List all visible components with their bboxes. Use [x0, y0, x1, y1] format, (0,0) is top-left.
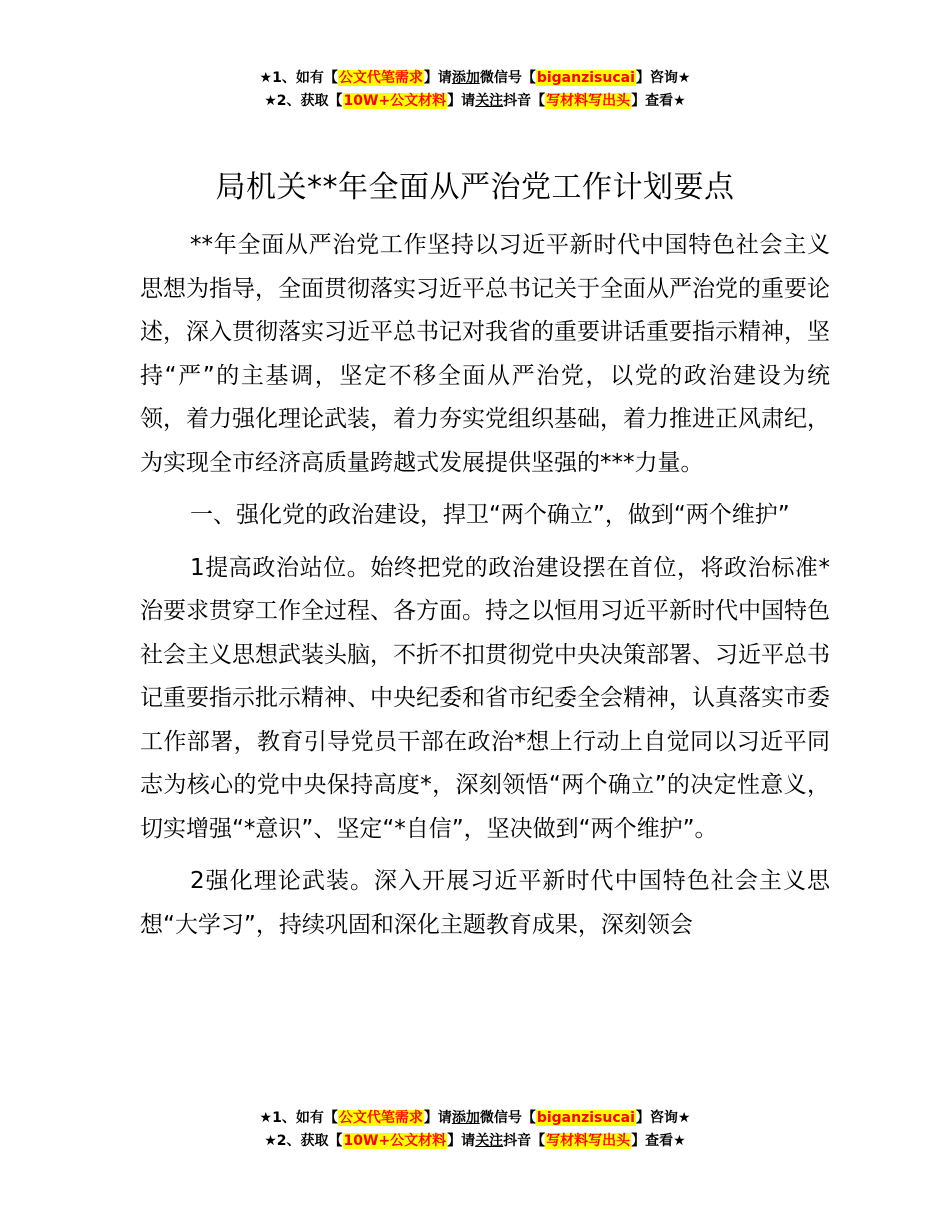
banner-emphasis: 关注: [475, 93, 504, 109]
footer-banner: [0, 1107, 950, 1153]
paragraph: **年全面从严治党工作坚持以习近平新时代中国特色社会主义思想为指导，全面贯彻落实习近平总书记关于全面从严治党的重要论述，深入贯彻落实习近平总书记对我省的重要讲话重要指示精神，坚持“严”的主基调，坚定不移全面从严治党，以党的政治建设为统领，着力强化理论武装，着力夯实党组织基础，着力推进正风肃纪，为实现全市经济高质量跨越式发展提供坚强的***力量。: [140, 232, 830, 476]
banner-highlight: biganzisucai: [536, 70, 635, 86]
paragraph: 1提高政治站位。始终把党的政治建设摆在首位，将政治标准*治要求贯穿工作全过程、各方面。持之以恒用习近平新时代中国特色社会主义思想武装头脑，不折不扣贯彻党中央决策部署、习近平总书记重要指示批示精神、中央纪委和省市纪委全会精神，认真落实市委工作部署，教育引导党员干部在政治*想上行动上自觉同以习近平同志为核心的党中央保持高度*，深刻领悟“两个确立”的决定性意义，切实增强“*意识”、坚定“*自信”，坚决做到“两个维护”。: [140, 554, 830, 842]
banner-text: 】查看★: [631, 93, 686, 109]
banner-text: 抖音【: [503, 1133, 546, 1149]
banner-highlight: 公文代笔需求: [338, 1110, 423, 1126]
banner-text: 】请: [423, 70, 452, 86]
banner-highlight: 10W+公文材料: [343, 93, 447, 109]
section-heading: 一、强化党的政治建设，捍卫“两个确立”，做到“两个维护”: [190, 502, 790, 528]
banner-text: ★2、获取【: [264, 93, 343, 109]
banner-text: 】请: [423, 1110, 452, 1126]
banner-highlight: 公文代笔需求: [338, 70, 423, 86]
banner-emphasis: 关注: [475, 1133, 504, 1149]
banner-text: 微信号【: [479, 1110, 536, 1126]
document-title: 局机关**年全面从严治党工作计划要点: [215, 170, 735, 205]
banner-emphasis: 添加: [451, 1110, 480, 1126]
banner-text: 】请: [447, 1133, 476, 1149]
banner-text: ★1、如有【: [259, 70, 338, 86]
banner-line-1: [0, 67, 950, 90]
banner-text: 】咨询★: [635, 1110, 691, 1126]
banner-highlight: 写材料写出头: [546, 93, 631, 109]
banner-line-1: [0, 1107, 950, 1130]
banner-text: 】请: [447, 93, 476, 109]
banner-highlight: 10W+公文材料: [343, 1133, 447, 1149]
paragraph: 2强化理论武装。深入开展习近平新时代中国特色社会主义思想“大学习”，持续巩固和深化主题教育成果，深刻领会: [140, 868, 830, 938]
banner-text: 】查看★: [631, 1133, 686, 1149]
banner-emphasis: 添加: [451, 70, 480, 86]
banner-highlight: 写材料写出头: [546, 1133, 631, 1149]
banner-line-2: [0, 90, 950, 113]
banner-text: ★2、获取【: [264, 1133, 343, 1149]
banner-highlight: biganzisucai: [536, 1110, 635, 1126]
banner-text: 微信号【: [479, 70, 536, 86]
banner-line-2: [0, 1130, 950, 1153]
banner-text: 抖音【: [503, 93, 546, 109]
document-body: [140, 224, 830, 956]
banner-text: ★1、如有【: [259, 1110, 338, 1126]
banner-text: 】咨询★: [635, 70, 691, 86]
header-banner: [0, 67, 950, 113]
